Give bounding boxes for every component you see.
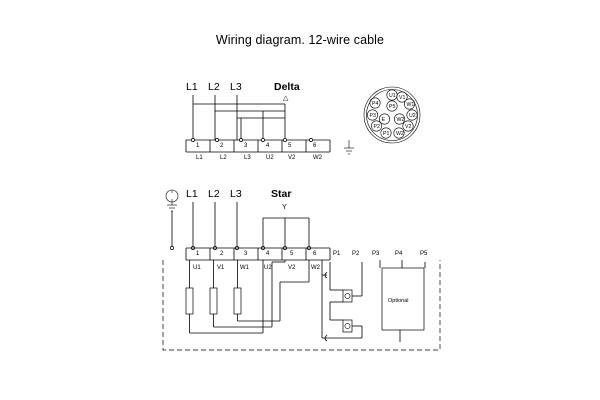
star-mode-symbol: Y <box>282 204 287 211</box>
delta-terminal-number-2: 2 <box>220 143 224 149</box>
connector-pin-p4: P4 <box>372 101 379 107</box>
star-terminal-number-5: 5 <box>290 251 294 257</box>
delta-terminal-number-6: 6 <box>313 143 317 149</box>
connector-pin-p3: P3 <box>369 113 376 119</box>
star-aux-terminal-p4: P4 <box>395 251 403 257</box>
delta-terminal-number-3: 3 <box>244 143 248 149</box>
star-terminal-number-1: 1 <box>196 251 200 257</box>
star-aux-terminal-p3: P3 <box>372 251 380 257</box>
star-phase-label-l2: L2 <box>208 188 220 200</box>
thermal-sensor-2 <box>343 320 352 332</box>
star-terminal-name-w2: W2 <box>311 265 320 271</box>
delta-terminal-name-l3: L3 <box>244 155 251 161</box>
winding-u <box>186 288 193 314</box>
star-terminal-name-u1: U1 <box>193 265 201 271</box>
star-terminal-number-4: 4 <box>266 251 270 257</box>
delta-phase-label-l2: L2 <box>208 81 220 93</box>
delta-terminal-name-w2: W2 <box>313 155 322 161</box>
star-aux-terminal-p2: P2 <box>352 251 360 257</box>
star-phase-label-l1: L1 <box>186 188 198 200</box>
connector-pin-p1: P1 <box>383 131 390 137</box>
winding-w <box>234 288 241 314</box>
delta-terminal-name-v2: V2 <box>288 155 296 161</box>
optional-module-label: Optional <box>388 298 409 304</box>
star-terminal-number-6: 6 <box>313 251 317 257</box>
connector-pin-u2: U2 <box>409 113 416 119</box>
connector-pin-center: W2 <box>396 117 405 123</box>
delta-phase-label-l3: L3 <box>230 81 242 93</box>
winding-v <box>210 288 217 314</box>
connector-pin-w1: W1 <box>406 102 415 108</box>
star-phase-label-l3: L3 <box>230 188 242 200</box>
connector-pin-v1: V1 <box>399 95 406 101</box>
delta-mode-label: Delta <box>274 81 300 93</box>
page-title: Wiring diagram. 12-wire cable <box>215 33 385 47</box>
star-aux-terminal-p5: P5 <box>420 251 428 257</box>
connector-pin-w2: W2 <box>396 131 404 137</box>
delta-terminal-name-l1: L1 <box>196 155 203 161</box>
star-earth-ground-icon <box>166 190 178 211</box>
connector-pin-p5: P5 <box>389 104 396 110</box>
delta-terminal-number-5: 5 <box>288 143 292 149</box>
delta-terminal-name-u2: U2 <box>266 155 274 161</box>
star-terminal-number-3: 3 <box>244 251 248 257</box>
delta-mode-symbol: △ <box>283 95 289 102</box>
star-terminal-name-u2: U2 <box>264 265 272 271</box>
star-section <box>163 188 440 350</box>
star-aux-terminal-p1: P1 <box>333 251 341 257</box>
star-mode-label: Star <box>271 188 292 200</box>
delta-terminal-number-1: 1 <box>196 143 200 149</box>
delta-phase-label-l1: L1 <box>186 81 198 93</box>
cable-connector-pinout <box>364 87 420 143</box>
delta-earth-ground-icon <box>344 140 354 154</box>
connector-pin-p2: P2 <box>373 124 380 130</box>
connector-pin-u1: U1 <box>389 93 396 99</box>
star-terminal-number-2: 2 <box>220 251 224 257</box>
delta-terminal-number-4: 4 <box>266 143 270 149</box>
delta-section <box>186 81 354 161</box>
star-terminal-name-v1: V1 <box>217 265 225 271</box>
delta-terminal-name-l2: L2 <box>220 155 227 161</box>
star-terminal-name-w1: W1 <box>240 265 249 271</box>
thermal-sensor-1 <box>343 290 352 302</box>
connector-pin-e: E <box>381 117 385 123</box>
star-terminal-name-v2: V2 <box>288 265 296 271</box>
connector-pin-v2: V2 <box>405 124 412 130</box>
